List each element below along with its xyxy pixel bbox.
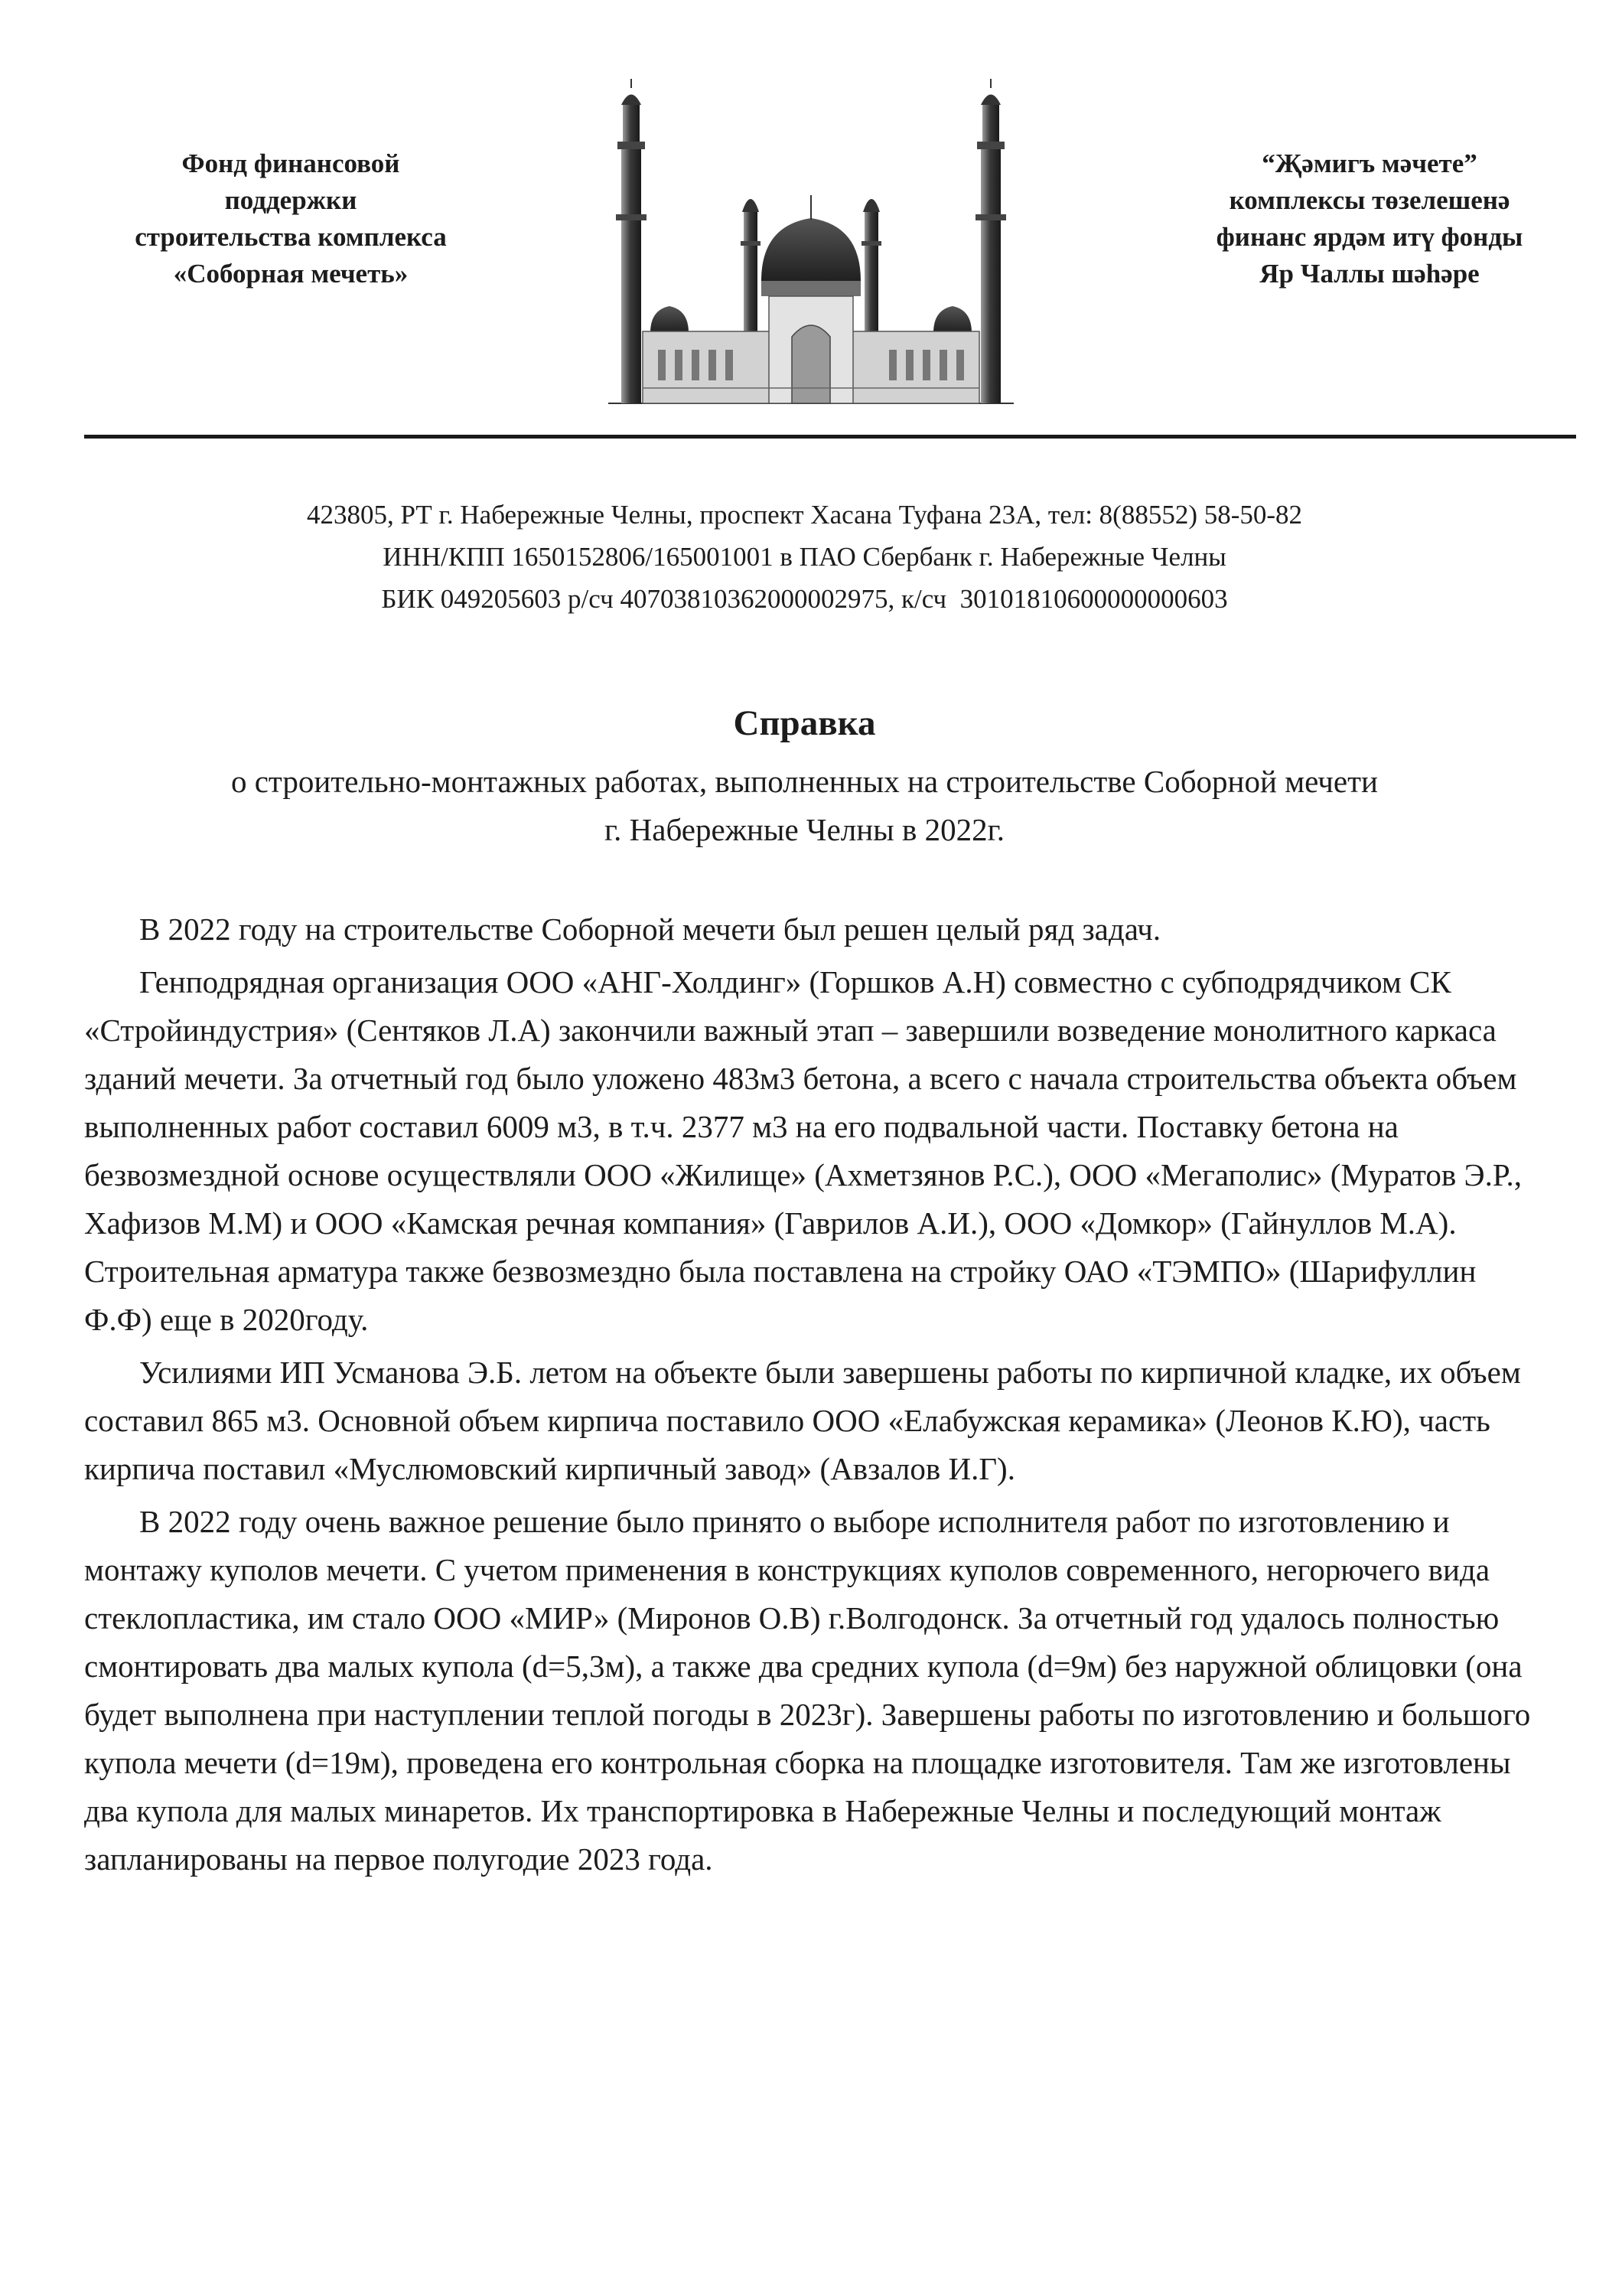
address-line: 423805, РТ г. Набережные Челны, проспект Хасана Туфана 23А, тел: 8(88552) 58-50-82 (306, 500, 1303, 530)
bank-details-line: ИНН/КПП 1650152806/165001001 в ПАО Сбербанк г. Набережные Челны (383, 542, 1226, 572)
document-body (84, 905, 1538, 1883)
org-left-line-2: поддержки (224, 185, 357, 215)
document-subtitle (77, 758, 1532, 854)
mosque-logo-icon (604, 73, 1018, 409)
org-right-line-1: “Җәмигъ мәчете” (1262, 148, 1477, 178)
paragraph: В 2022 году очень важное решение было принято о выборе исполнителя работ по изготовлению и монтажу куполов мечети. С учетом применения в конструкциях куполов современного, негорючего вида стеклопластика, им стало ООО «МИР» (Миронов О.В) г.Волгодонск. За отчетный год удалось полностью смонтировать два малых купола (d=5,3м), а также два средних купола (d=9м) без наружной облицовки (она будет выполнена при наступлении теплой погоды в 2023г). Завершены работы по изготовлению и большого купола мечети (d=19м), проведена его контрольная сборка на площадке изготовителя. Там же изготовлены два купола для малых минаретов. Их транспортировка в Набережные Челны и последующий монтаж запланированы на первое полугодие 2023 года. (84, 1504, 1531, 1877)
org-right-line-4: Яр Чаллы шәһәре (1259, 259, 1480, 289)
org-left-line-1: Фонд финансовой (181, 148, 400, 178)
document-title: Справка (733, 703, 876, 743)
paragraph: В 2022 году на строительстве Соборной мечети был решен целый ряд задач. (139, 912, 1161, 947)
org-left-line-3: строительства комплекса (135, 222, 447, 252)
org-right-line-2: комплексы төзелешенә (1229, 185, 1510, 215)
subtitle-line-1: о строительно-монтажных работах, выполненных на строительстве Соборной мечети (230, 764, 1378, 799)
paragraph: Генподрядная организация ООО «АНГ-Холдинг» (Горшков А.Н) совместно с субподрядчиком СК «Стройиндустрия» (Сентяков Л.А) закончили важный этап – завершили возведение монолитного каркаса зданий мечети. За отчетный год было уложено 483м3 бетона, а всего с начала строительства объекта объем выполненных работ составил 6009 м3, в т.ч. 2377 м3 на его подвальной части. Поставку бетона на безвозмездной основе осуществляли ООО «Жилище» (Ахметзянов Р.С.), ООО «Мегаполис» (Муратов Э.Р., Хафизов М.М) и ООО «Камская речная компания» (Гаврилов А.И.), ООО «Домкор» (Гайнуллов М.А). Строительная арматура также безвозмездно была поставлена на стройку ОАО «ТЭМПО» (Шарифуллин Ф.Ф) еще в 2020году. (84, 964, 1522, 1337)
organization-name-russian (77, 145, 505, 292)
organization-name-tatar (1140, 145, 1599, 292)
paragraph: Усилиями ИП Усманова Э.Б. летом на объекте были завершены работы по кирпичной кладке, их объем составил 865 м3. Основной объем кирпича поставило ООО «Елабужская керамика» (Леонов К.Ю), часть кирпича поставил «Муслюмовский кирпичный завод» (Авзалов И.Г). (84, 1355, 1521, 1486)
org-left-line-4: «Соборная мечеть» (173, 259, 409, 289)
subtitle-line-2: г. Набережные Челны в 2022г. (604, 812, 1005, 847)
account-details-line: БИК 049205603 р/сч 40703810362000002975, к/сч 30101810600000000603 (381, 584, 1228, 614)
header-divider (84, 435, 1576, 439)
org-right-line-3: финанс ярдәм итү фонды (1216, 222, 1523, 252)
address-block (77, 494, 1532, 620)
